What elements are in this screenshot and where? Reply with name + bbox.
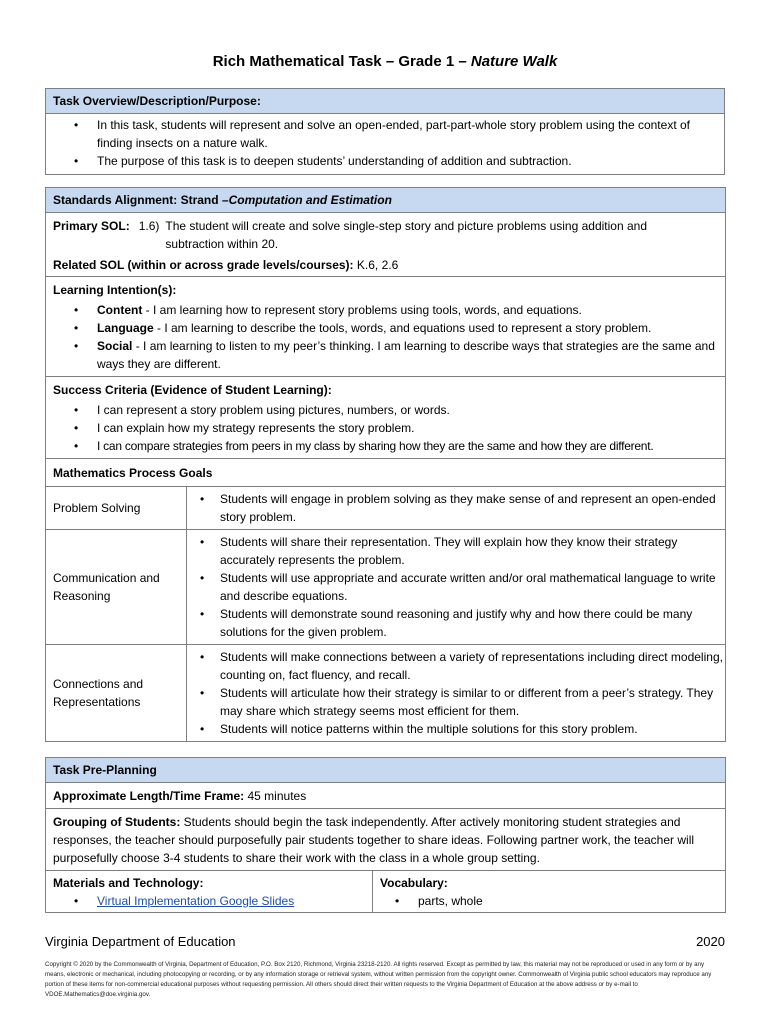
preplanning-header: Task Pre-Planning	[46, 758, 726, 783]
primary-sol	[53, 217, 718, 253]
success-criteria-label: Success Criteria (Evidence of Student Learning):	[53, 383, 332, 397]
list-item: • Language - I am learning to describe the tools, words, and equations used to represent a story problem.	[97, 319, 718, 337]
related-sol-value: K.6, 2.6	[356, 258, 399, 272]
list-item: • parts, whole	[418, 892, 718, 910]
list-item: • I can compare strategies from peers in my class by sharing how they are the same and how they are different.	[97, 437, 718, 455]
time-frame-label: Approximate Length/Time Frame:	[53, 789, 245, 803]
learning-intentions-list	[53, 301, 718, 373]
vocabulary-label: Vocabulary:	[380, 876, 448, 890]
process-goals-label: Mathematics Process Goals	[53, 466, 213, 480]
goal-label-connections: Connections and Representations	[46, 645, 187, 742]
footer-year: 2020	[696, 934, 725, 949]
overview-table	[45, 88, 725, 175]
preplanning-table	[45, 757, 726, 913]
related-sol	[53, 256, 718, 274]
title-text: Rich Mathematical Task – Grade 1 –	[212, 53, 471, 70]
primary-sol-label: Primary SOL:	[53, 219, 130, 233]
goal-label-problem-solving: Problem Solving	[46, 487, 187, 530]
primary-sol-number: 1.6)	[138, 219, 160, 233]
list-item	[97, 892, 365, 910]
overview-list	[53, 116, 717, 170]
list-item: • In this task, students will represent and solve an open-ended, part-part-whole story problem using the context of finding insects on a nature walk.	[97, 116, 717, 152]
list-item: • Students will use appropriate and accurate written and/or oral mathematical language to write and describe equations.	[220, 569, 725, 605]
materials-list	[53, 892, 365, 910]
list-item: • The purpose of this task is to deepen students’ understanding of addition and subtraction.	[97, 152, 717, 170]
list-item: • I can explain how my strategy represents the story problem.	[97, 419, 718, 437]
goal-label-communication: Communication and Reasoning	[46, 530, 187, 645]
standards-table	[45, 187, 726, 742]
list-item: • Social - I am learning to listen to my peer’s thinking. I am learning to describe ways that strategies are the same and ways they are different.	[97, 337, 718, 373]
list-item: • Students will notice patterns within the multiple solutions for this story problem.	[220, 720, 725, 738]
list-item: • Students will make connections between a variety of representations including direct modeling, counting on, fact fluency, and recall.	[220, 648, 725, 684]
materials-label: Materials and Technology:	[53, 876, 204, 890]
goal-list-communication	[187, 533, 725, 641]
goal-list-problem-solving	[187, 490, 725, 526]
copyright-notice: Copyright © 2020 by the Commonwealth of Virginia, Department of Education, P.O. Box 2120, Richmond, Virginia 23218-2120. All rights reserved. Except as permitted by law, this material may not be reproduced or used in any form or by any means, electronic or mechanical, including photocopying or recording, or by any information storage or retrieval system, without written permission from the copyright owner. Commonwealth of Virginia public school educators may reproduce any portion of these items for non-commercial educational purposes without requesting permission. All others should direct their written requests to the Virginia Department of Education at the above address or by e-mail to VDOE.Mathematics@doe.virginia.gov.	[45, 961, 712, 998]
goal-list-connections	[187, 648, 725, 738]
list-item: • Content - I am learning how to represent story problems using tools, words, and equations.	[97, 301, 718, 319]
standards-header: Standards Alignment: Strand –Computation and Estimation	[46, 188, 726, 213]
learning-intentions-label: Learning Intention(s):	[53, 283, 177, 297]
list-item: • Students will demonstrate sound reasoning and justify why and how there could be many solutions for the given problem.	[220, 605, 725, 641]
page-title	[0, 53, 770, 70]
vocabulary-list	[380, 892, 718, 910]
related-sol-label: Related SOL (within or across grade levels/courses):	[53, 258, 354, 272]
primary-sol-text: The student will create and solve single-step story and picture problems using addition and subtraction within 20.	[165, 219, 647, 251]
list-item: • Students will share their representation. They will explain how they know their strategy accurately represents the problem.	[220, 533, 725, 569]
list-item: • Students will articulate how their strategy is similar to or different from a peer’s strategy. They may share which strategy seems most efficient for them.	[220, 684, 725, 720]
time-frame-value: 45 minutes	[247, 789, 307, 803]
list-item: • Students will engage in problem solving as they make sense of and represent an open-ended story problem.	[220, 490, 725, 526]
strand-name: Computation and Estimation	[228, 193, 392, 207]
grouping-text: Students should begin the task independently. After actively monitoring student strategies and responses, the teacher should purposefully pair students together to share ideas. Following partner work, the teacher will purposefully choose 3-4 students to share their work with the class in a whole group setting.	[53, 815, 695, 865]
overview-header: Task Overview/Description/Purpose:	[46, 89, 725, 114]
title-italic: Nature Walk	[470, 53, 558, 70]
list-item: • I can represent a story problem using pictures, numbers, or words.	[97, 401, 718, 419]
grouping-label: Grouping of Students:	[53, 815, 181, 829]
virtual-slides-link[interactable]: Virtual Implementation Google Slides	[97, 894, 295, 908]
success-criteria-list	[53, 401, 718, 455]
footer-org: Virginia Department of Education	[45, 934, 236, 949]
